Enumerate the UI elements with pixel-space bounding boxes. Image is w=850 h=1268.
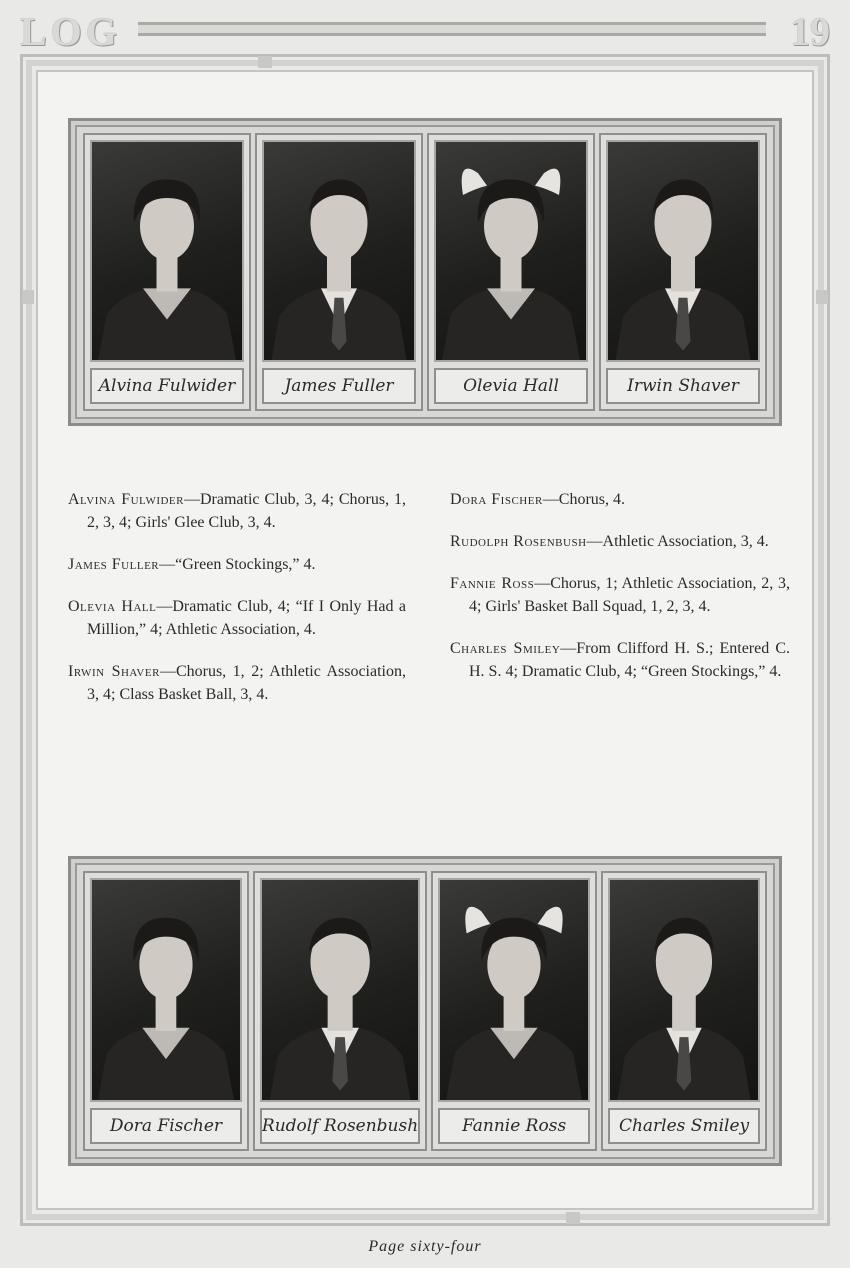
signature: Fannie Ross bbox=[438, 1108, 590, 1144]
senior-entry bbox=[68, 660, 406, 706]
signature: Charles Smiley bbox=[608, 1108, 760, 1144]
border-tick bbox=[22, 290, 34, 304]
senior-entry bbox=[450, 572, 790, 618]
senior-entry bbox=[450, 530, 790, 553]
header-year: 19 bbox=[790, 9, 830, 54]
portrait-card bbox=[83, 133, 251, 411]
bottom-portrait-panel bbox=[68, 856, 782, 1166]
header-log-title: LOG bbox=[20, 9, 121, 54]
header-rule bbox=[138, 22, 766, 36]
border-tick bbox=[816, 290, 828, 304]
top-portrait-panel bbox=[68, 118, 782, 426]
signature: James Fuller bbox=[262, 368, 416, 404]
portrait-card bbox=[431, 871, 597, 1151]
student-name: James Fuller bbox=[68, 556, 160, 573]
activities-text: —From Clifford H. S.; Entered C. H. S. 4; Dramatic Club, 4; “Green Stockings,” 4. bbox=[469, 640, 790, 680]
portrait-card bbox=[427, 133, 595, 411]
activities-text: —Athletic Association, 3, 4. bbox=[586, 533, 769, 550]
activities-text: —Dramatic Club, 4; “If I Only Had a Million,” 4; Athletic Association, 4. bbox=[87, 598, 406, 638]
activities-text: —Chorus, 1, 2; Athletic Association, 3, 4; Class Basket Ball, 3, 4. bbox=[87, 663, 406, 703]
student-name: Irwin Shaver bbox=[68, 663, 160, 680]
portrait-photo bbox=[90, 140, 244, 362]
student-name: Charles Smiley bbox=[450, 640, 561, 657]
portrait-photo bbox=[608, 878, 760, 1102]
senior-entry bbox=[450, 637, 790, 683]
signature: Irwin Shaver bbox=[606, 368, 760, 404]
student-name: Fannie Ross bbox=[450, 575, 535, 592]
portrait-card bbox=[83, 871, 249, 1151]
student-name: Olevia Hall bbox=[68, 598, 157, 615]
activities-text: —“Green Stockings,” 4. bbox=[159, 556, 316, 573]
signature: Olevia Hall bbox=[434, 368, 588, 404]
portrait-photo bbox=[260, 878, 420, 1102]
portrait-photo bbox=[434, 140, 588, 362]
border-tick bbox=[258, 56, 272, 68]
student-name: Rudolph Rosenbush bbox=[450, 533, 587, 550]
signature: Alvina Fulwider bbox=[90, 368, 244, 404]
left-text-column bbox=[68, 488, 406, 725]
portrait-card bbox=[599, 133, 767, 411]
senior-entry bbox=[68, 488, 406, 534]
portrait-photo bbox=[606, 140, 760, 362]
student-name: Dora Fischer bbox=[450, 491, 543, 508]
activities-text: —Chorus, 4. bbox=[542, 491, 626, 508]
portrait-photo bbox=[262, 140, 416, 362]
portrait-photo bbox=[90, 878, 242, 1102]
top-portrait-row bbox=[75, 125, 775, 419]
portrait-photo bbox=[438, 878, 590, 1102]
portrait-card bbox=[253, 871, 427, 1151]
signature: Rudolf Rosenbush bbox=[260, 1108, 420, 1144]
page-number: Page sixty-four bbox=[368, 1238, 482, 1255]
right-text-column bbox=[450, 488, 790, 702]
activities-text: —Chorus, 1; Athletic Association, 2, 3, 4; Girls' Basket Ball Squad, 1, 2, 3, 4. bbox=[469, 575, 790, 615]
activities-text: —Dramatic Club, 3, 4; Chorus, 1, 2, 3, 4; Girls' Glee Club, 3, 4. bbox=[87, 491, 406, 531]
border-tick bbox=[566, 1212, 580, 1224]
student-name: Alvina Fulwider bbox=[68, 491, 184, 508]
senior-entry bbox=[450, 488, 790, 511]
bottom-portrait-row bbox=[75, 863, 775, 1159]
senior-entry bbox=[68, 553, 406, 576]
portrait-card bbox=[255, 133, 423, 411]
senior-entry bbox=[68, 595, 406, 641]
signature: Dora Fischer bbox=[90, 1108, 242, 1144]
portrait-card bbox=[601, 871, 767, 1151]
